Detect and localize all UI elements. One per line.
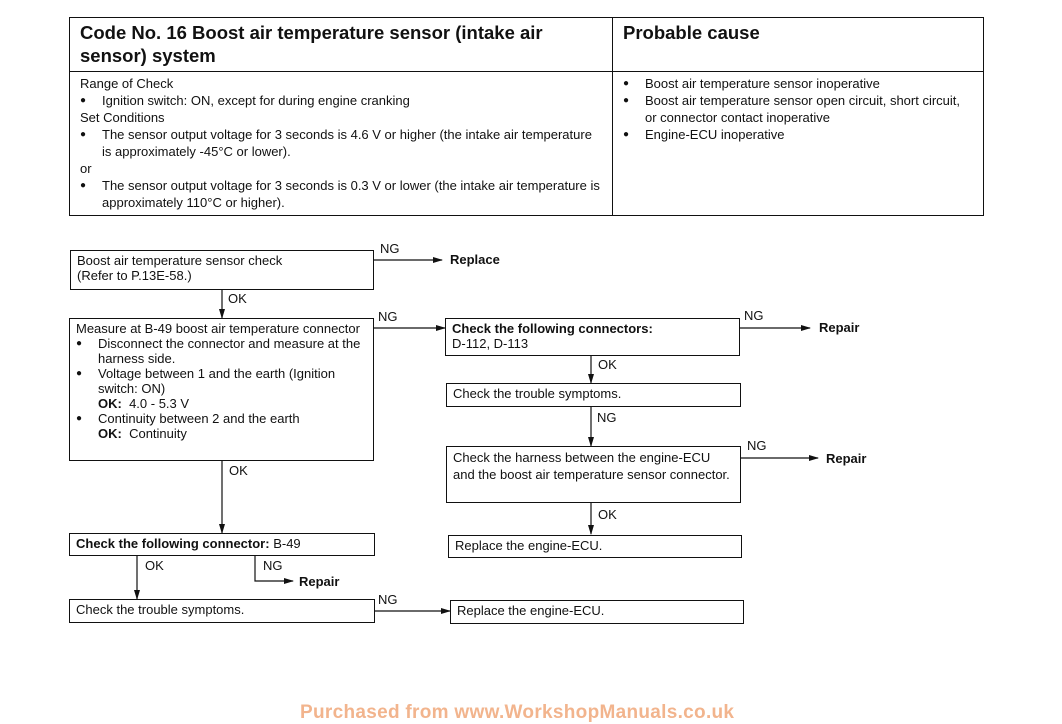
- step-measure-title: Measure at B-49 boost air temperature connector: [76, 321, 360, 336]
- result-repair: Repair: [819, 320, 860, 335]
- ok-continuity-value: Continuity: [129, 426, 187, 441]
- step-replace-ecu-right: [448, 535, 742, 558]
- step-check-trouble-symptoms-text: Check the trouble symptoms.: [453, 386, 622, 401]
- watermark: Purchased from www.WorkshopManuals.co.uk: [300, 702, 735, 723]
- cause-item: ● Engine-ECU inoperative: [623, 126, 973, 143]
- code-title: Code No. 16 Boost air temperature sensor (intake air sensor) system: [70, 18, 613, 72]
- step-measure-b49: [69, 318, 374, 461]
- or-label: or: [80, 161, 92, 176]
- range-of-check-label: Range of Check: [80, 76, 174, 91]
- ok-voltage-value: 4.0 - 5.3 V: [129, 396, 190, 411]
- measure-continuity-text: Continuity between 2 and the earth: [98, 411, 300, 426]
- step-trouble-symptoms-text: Check the trouble symptoms.: [76, 602, 245, 617]
- ok-key: OK:: [98, 396, 122, 411]
- cause-item: ● Boost air temperature sensor inoperative: [623, 75, 973, 92]
- step-check-connector-label: Check the following connector:: [76, 536, 270, 551]
- ng-label: NG: [747, 438, 767, 453]
- ok-label: OK: [145, 558, 164, 573]
- result-replace: Replace: [450, 252, 500, 267]
- ng-label: NG: [380, 241, 400, 256]
- range-item: ● Ignition switch: ON, except for during engine cranking: [80, 92, 602, 109]
- check-connectors-label: Check the following connectors:: [452, 321, 653, 336]
- measure-voltage-text: Voltage between 1 and the earth (Ignition switch: ON): [98, 366, 336, 396]
- step-check-connector-value: B-49: [273, 536, 301, 551]
- step-replace-ecu-right-text: Replace the engine-ECU.: [455, 538, 603, 553]
- measure-item: [76, 411, 367, 441]
- result-repair: Repair: [826, 451, 867, 466]
- step-replace-ecu-bottom: [450, 600, 744, 624]
- result-repair: Repair: [299, 574, 340, 589]
- ng-label: NG: [378, 309, 398, 324]
- probable-cause-header: Probable cause: [613, 18, 984, 72]
- step-sensor-check-line1: Boost air temperature sensor check: [77, 253, 283, 268]
- check-connectors-value: D-112, D-113: [452, 336, 529, 351]
- set-conditions-label: Set Conditions: [80, 110, 165, 125]
- step-check-harness: [446, 446, 741, 503]
- step-sensor-check-line2: (Refer to P.13E-58.): [77, 268, 192, 283]
- step-sensor-check: [70, 250, 374, 290]
- step-check-connectors-d112: [445, 318, 740, 356]
- set-condition-item: ● The sensor output voltage for 3 seconds is 4.6 V or higher (the intake air temperature is approximately -45°C or lower).: [80, 126, 602, 160]
- ng-label: NG: [597, 410, 617, 425]
- ng-label: NG: [263, 558, 283, 573]
- cause-item: ● Boost air temperature sensor open circuit, short circuit, or connector contact inoperative: [623, 92, 973, 126]
- step-trouble-symptoms: [69, 599, 375, 623]
- ok-label: OK: [598, 357, 617, 372]
- step-check-harness-text: Check the harness between the engine-ECU and the boost air temperature sensor connector.: [453, 450, 730, 482]
- step-check-connector-b49: [69, 533, 375, 556]
- step-check-trouble-symptoms-right: [446, 383, 741, 407]
- ok-label: OK: [228, 291, 247, 306]
- ng-label: NG: [378, 592, 398, 607]
- measure-item: [76, 366, 367, 411]
- ok-key: OK:: [98, 426, 122, 441]
- measure-item: ● Disconnect the connector and measure at the harness side.: [76, 336, 367, 366]
- set-condition-item: ● The sensor output voltage for 3 seconds is 0.3 V or lower (the intake air temperature is approximately 110°C or higher).: [80, 177, 602, 211]
- ok-label: OK: [598, 507, 617, 522]
- step-replace-ecu-text: Replace the engine-ECU.: [457, 603, 605, 618]
- ng-label: NG: [744, 308, 764, 323]
- ok-label: OK: [229, 463, 248, 478]
